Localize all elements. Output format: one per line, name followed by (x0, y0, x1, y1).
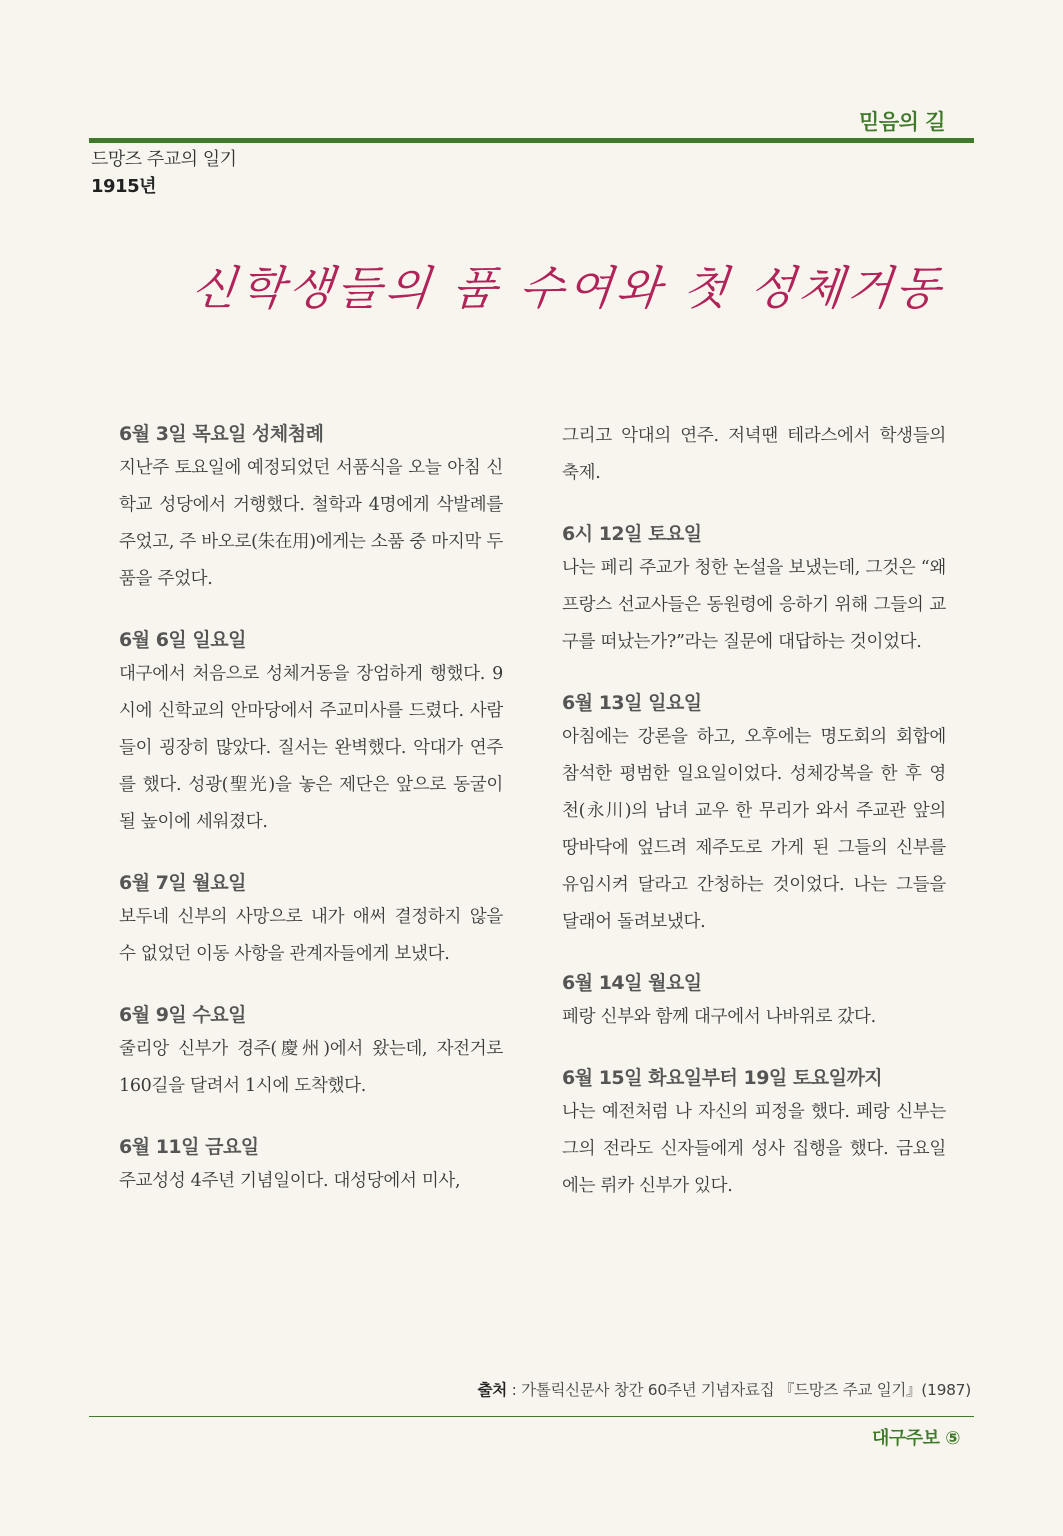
entry-date: 6월 9일 수요일 (119, 1004, 246, 1026)
entry-date: 6시 12일 토요일 (562, 523, 702, 545)
diary-entry (562, 967, 946, 1036)
entry-date: 6월 6일 일요일 (119, 629, 246, 651)
entry-date: 6월 7일 월요일 (119, 872, 246, 894)
series-block (91, 146, 237, 200)
entry-body: 나는 페리 주교가 청한 논설을 보냈는데, 그것은 “왜 프랑스 선교사들은 동원령에 응하기 위해 그들의 교구를 떠났는가?”라는 질문에 대답하는 것이었다. (562, 558, 946, 652)
section-title: 믿음의 길 (859, 110, 945, 134)
entry-date: 6월 3일 목요일 성체첨례 (119, 423, 324, 445)
entry-body: 페랑 신부와 함께 대구에서 나바위로 갔다. (562, 1007, 876, 1027)
entry-body: 지난주 토요일에 예정되었던 서품식을 오늘 아침 신학교 성당에서 거행했다. 철학과 4명에게 삭발례를 주었고, 주 바오로(朱在用)에게는 소품 중 마지막 두 품을 주었다. (119, 458, 503, 589)
entry-date: 6월 11일 금요일 (119, 1136, 259, 1158)
diary-entry (562, 518, 946, 661)
diary-entry (119, 418, 503, 598)
diary-entry-continued (562, 418, 946, 492)
series-title: 드망즈 주교의 일기 (91, 149, 237, 170)
source-label: 출처 (477, 1381, 507, 1399)
bottom-rule (89, 1416, 974, 1417)
entry-body: 대구에서 처음으로 성체거동을 장엄하게 행했다. 9시에 신학교의 안마당에서 주교미사를 드렸다. 사람들이 굉장히 많았다. 질서는 완벽했다. 악대가 연주를 했다. 성광(聖光)을 놓은 제단은 앞으로 동굴이 될 높이에 세워졌다. (119, 664, 503, 832)
entry-date: 6월 13일 일요일 (562, 692, 702, 714)
diary-entry (119, 624, 503, 841)
source-text: : 가톨릭신문사 창간 60주년 기념자료집 『드망즈 주교 일기』(1987) (506, 1381, 971, 1399)
entry-date: 6월 14일 월요일 (562, 972, 702, 994)
right-column (562, 418, 946, 1231)
entry-body: 주교성성 4주년 기념일이다. 대성당에서 미사, (119, 1171, 461, 1191)
entry-body: 나는 예전처럼 나 자신의 피정을 했다. 페랑 신부는 그의 전라도 신자들에게 성사 집행을 했다. 금요일에는 뤼카 신부가 있다. (562, 1102, 946, 1196)
diary-entry (119, 1131, 503, 1200)
diary-entry (562, 1062, 946, 1205)
diary-entry (119, 867, 503, 973)
left-column (119, 418, 503, 1226)
entry-body: 그리고 악대의 연주. 저녁땐 테라스에서 학생들의 축제. (562, 426, 946, 483)
series-year: 1915년 (91, 176, 156, 197)
diary-entry (119, 999, 503, 1105)
top-rule (89, 138, 974, 143)
page-footer: 대구주보 ⑤ (871, 1428, 960, 1449)
entry-date: 6월 15일 화요일부터 19일 토요일까지 (562, 1067, 883, 1089)
diary-entry (562, 687, 946, 941)
entry-body: 보두네 신부의 사망으로 내가 애써 결정하지 않을 수 없었던 이동 사항을 관계자들에게 보냈다. (119, 907, 503, 964)
entry-body: 아침에는 강론을 하고, 오후에는 명도회의 회합에 참석한 평범한 일요일이었다. 성체강복을 한 후 영천(永川)의 남녀 교우 한 무리가 와서 주교관 앞의 땅바닥에 엎드려 제주도로 가게 된 그들의 신부를 유임시켜 달라고 간청하는 것이었다. 나는 그들을 달래어 돌려보냈다. (562, 727, 946, 932)
entry-body: 줄리앙 신부가 경주(慶州)에서 왔는데, 자전거로 160길을 달려서 1시에 도착했다. (119, 1039, 503, 1096)
source-citation (478, 1378, 971, 1400)
article-headline: 신학생들의 품 수여와 첫 성체거동 (189, 261, 948, 315)
